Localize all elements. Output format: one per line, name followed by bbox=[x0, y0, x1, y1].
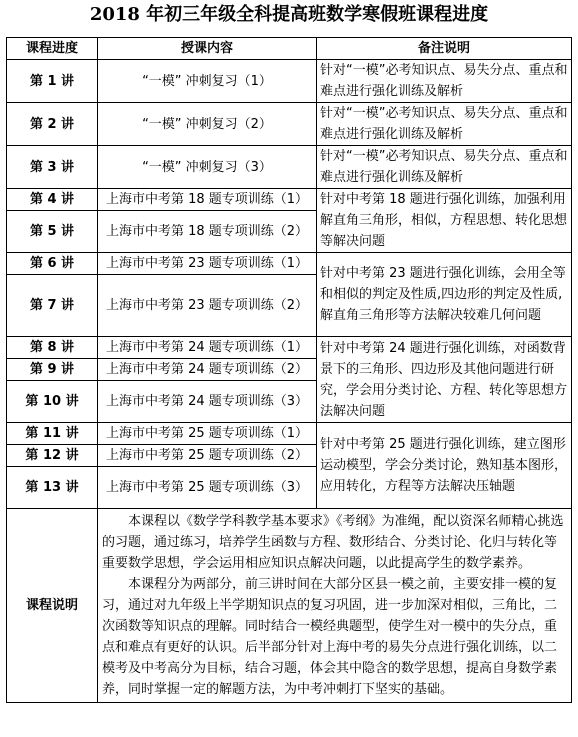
content-cell: 上海市中考第 18 题专项训练（2） bbox=[98, 211, 317, 253]
lecture-cell: 第 12 讲 bbox=[7, 445, 98, 467]
course-schedule-table bbox=[6, 37, 572, 703]
page-title: 2018 年初三年级全科提高班数学寒假班课程进度 bbox=[89, 4, 489, 25]
content-cell: 上海市中考第 25 题专项训练（3） bbox=[98, 467, 317, 509]
lecture-cell: 第 7 讲 bbox=[7, 275, 98, 337]
lecture-cell: 第 9 讲 bbox=[7, 359, 98, 381]
lecture-cell: 第 11 讲 bbox=[7, 423, 98, 445]
course-description-paragraph-1: 本课程以《数学学科教学基本要求》《考纲》为准绳，配以资深名师精心挑选的习题，通过练习，培养学生函数与方程、数形结合、分类讨论、化归与转化等重要数学思想，学会运用相应知识点解决问题，以此提高学生的数学素养。 bbox=[102, 514, 564, 571]
content-cell: 上海市中考第 23 题专项训练（1） bbox=[98, 253, 317, 275]
content-cell: 上海市中考第 25 题专项训练（2） bbox=[98, 445, 317, 467]
content-cell: “一模” 冲刺复习（3） bbox=[98, 146, 317, 189]
content-cell: 上海市中考第 18 题专项训练（1） bbox=[98, 189, 317, 211]
note-cell-q24: 针对中考第 24 题进行强化训练，对函数背景下的三角形、四边形及其他问题进行研究，学会用分类讨论、方程、转化等思想方法解决问题 bbox=[317, 337, 572, 423]
table-row bbox=[7, 189, 572, 211]
content-cell: 上海市中考第 24 题专项训练（3） bbox=[98, 381, 317, 423]
content-cell: 上海市中考第 24 题专项训练（2） bbox=[98, 359, 317, 381]
content-cell: “一模” 冲刺复习（1） bbox=[98, 60, 317, 103]
note-cell: 针对“一模”必考知识点、易失分点、重点和难点进行强化训练及解析 bbox=[317, 60, 572, 103]
note-cell-q18: 针对中考第 18 题进行强化训练，加强利用解直角三角形，相似，方程思想、转化思想等解决问题 bbox=[317, 189, 572, 253]
table-row bbox=[7, 337, 572, 359]
course-description-text bbox=[98, 509, 572, 703]
note-cell-q25: 针对中考第 25 题进行强化训练，建立图形运动模型，学会分类讨论，熟知基本图形，应用转化，方程等方法解决压轴题 bbox=[317, 423, 572, 509]
lecture-cell: 第 8 讲 bbox=[7, 337, 98, 359]
table-row bbox=[7, 146, 572, 189]
note-cell-q23: 针对中考第 23 题进行强化训练，会用全等和相似的判定及性质,四边形的判定及性质,解直角三角形等方法解决较难几何问题 bbox=[317, 253, 572, 337]
course-description-paragraph-2: 本课程分为两部分，前三讲时间在大部分区县一模之前，主要安排一模的复习，通过对九年级上半学期知识点的复习巩固，进一步加深对相似，三角比，二次函数等知识点的理解。同时结合一模经典题型，使学生对一模中的失分点，重点和难点有更好的认识。后半部分针对上海中考的易失分点进行强化训练，以二模考及中考高分为目标，结合习题，体会其中隐含的数学思想，提高自身数学素养，同时掌握一定的解题方法，为中考冲刺打下坚实的基础。 bbox=[102, 577, 558, 697]
lecture-cell: 第 5 讲 bbox=[7, 211, 98, 253]
table-row bbox=[7, 423, 572, 445]
content-cell: “一模” 冲刺复习（2） bbox=[98, 103, 317, 146]
table-row bbox=[7, 60, 572, 103]
lecture-cell: 第 13 讲 bbox=[7, 467, 98, 509]
table-header-row bbox=[7, 38, 572, 60]
course-description-row bbox=[7, 509, 572, 703]
header-content: 授课内容 bbox=[98, 38, 317, 60]
lecture-cell: 第 3 讲 bbox=[7, 146, 98, 189]
lecture-cell: 第 4 讲 bbox=[7, 189, 98, 211]
table-row bbox=[7, 103, 572, 146]
header-note: 备注说明 bbox=[317, 38, 572, 60]
note-cell: 针对“一模”必考知识点、易失分点、重点和难点进行强化训练及解析 bbox=[317, 103, 572, 146]
content-cell: 上海市中考第 24 题专项训练（1） bbox=[98, 337, 317, 359]
course-description-label: 课程说明 bbox=[7, 509, 98, 703]
table-row bbox=[7, 253, 572, 275]
note-cell: 针对“一模”必考知识点、易失分点、重点和难点进行强化训练及解析 bbox=[317, 146, 572, 189]
content-cell: 上海市中考第 23 题专项训练（2） bbox=[98, 275, 317, 337]
lecture-cell: 第 1 讲 bbox=[7, 60, 98, 103]
lecture-cell: 第 10 讲 bbox=[7, 381, 98, 423]
header-lecture: 课程进度 bbox=[7, 38, 98, 60]
lecture-cell: 第 2 讲 bbox=[7, 103, 98, 146]
content-cell: 上海市中考第 25 题专项训练（1） bbox=[98, 423, 317, 445]
lecture-cell: 第 6 讲 bbox=[7, 253, 98, 275]
